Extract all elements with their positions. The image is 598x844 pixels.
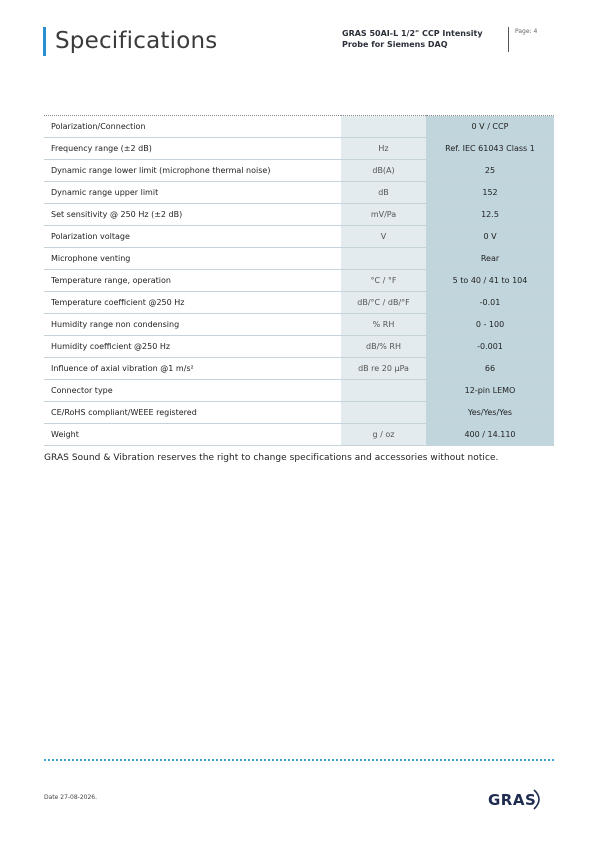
spec-unit	[341, 248, 426, 270]
spec-unit: mV/Pa	[341, 204, 426, 226]
spec-value: 400 / 14.110	[426, 424, 554, 446]
table-row	[44, 270, 554, 292]
spec-name: Weight	[44, 424, 341, 446]
spec-value: -0.01	[426, 292, 554, 314]
spec-unit: dB/°C / dB/°F	[341, 292, 426, 314]
spec-name: Humidity range non condensing	[44, 314, 341, 336]
spec-name: Set sensitivity @ 250 Hz (±2 dB)	[44, 204, 341, 226]
spec-value: 5 to 40 / 41 to 104	[426, 270, 554, 292]
spec-unit: Hz	[341, 138, 426, 160]
spec-value: 12.5	[426, 204, 554, 226]
disclaimer-notice: GRAS Sound & Vibration reserves the right to change specifications and accessories without notice.	[44, 453, 499, 463]
spec-value: -0.001	[426, 336, 554, 358]
specifications-table	[44, 115, 554, 446]
spec-unit: % RH	[341, 314, 426, 336]
header-divider	[508, 27, 509, 52]
spec-value: Rear	[426, 248, 554, 270]
spec-value: 25	[426, 160, 554, 182]
product-name-line2: Probe for Siemens DAQ	[342, 40, 448, 49]
footer-dotted-divider	[44, 759, 554, 761]
table-row	[44, 380, 554, 402]
spec-value: Yes/Yes/Yes	[426, 402, 554, 424]
page-title: Specifications	[55, 28, 218, 54]
spec-unit	[341, 402, 426, 424]
table-row	[44, 160, 554, 182]
spec-name: Influence of axial vibration @1 m/s²	[44, 358, 341, 380]
spec-value: 12-pin LEMO	[426, 380, 554, 402]
spec-unit: dB/% RH	[341, 336, 426, 358]
title-accent-bar	[43, 27, 46, 56]
table-row	[44, 358, 554, 380]
product-name	[342, 28, 502, 50]
gras-logo	[486, 784, 546, 814]
table-row	[44, 336, 554, 358]
spec-name: Temperature range, operation	[44, 270, 341, 292]
spec-unit: g / oz	[341, 424, 426, 446]
spec-unit: dB(A)	[341, 160, 426, 182]
spec-value: 0 - 100	[426, 314, 554, 336]
spec-unit	[341, 116, 426, 138]
spec-name: Frequency range (±2 dB)	[44, 138, 341, 160]
table-row	[44, 424, 554, 446]
spec-name: CE/RoHS compliant/WEEE registered	[44, 402, 341, 424]
spec-value: 0 V	[426, 226, 554, 248]
spec-unit: °C / °F	[341, 270, 426, 292]
spec-unit: V	[341, 226, 426, 248]
spec-unit: dB	[341, 182, 426, 204]
product-name-line1: GRAS 50AI-L 1/2" CCP Intensity	[342, 29, 483, 38]
spec-name: Polarization voltage	[44, 226, 341, 248]
spec-name: Polarization/Connection	[44, 116, 341, 138]
spec-value: 152	[426, 182, 554, 204]
table-row	[44, 314, 554, 336]
spec-name: Connector type	[44, 380, 341, 402]
spec-name: Microphone venting	[44, 248, 341, 270]
spec-name: Dynamic range upper limit	[44, 182, 341, 204]
table-row	[44, 248, 554, 270]
spec-name: Temperature coefficient @250 Hz	[44, 292, 341, 314]
spec-name: Humidity coefficient @250 Hz	[44, 336, 341, 358]
table-row	[44, 138, 554, 160]
spec-unit	[341, 380, 426, 402]
spec-value: 66	[426, 358, 554, 380]
table-row	[44, 402, 554, 424]
spec-value: Ref. IEC 61043 Class 1	[426, 138, 554, 160]
page-number: Page: 4	[515, 28, 538, 35]
document-date: Date 27-08-2026.	[44, 794, 98, 801]
spec-unit: dB re 20 µPa	[341, 358, 426, 380]
table-row	[44, 116, 554, 138]
spec-name: Dynamic range lower limit (microphone thermal noise)	[44, 160, 341, 182]
spec-value: 0 V / CCP	[426, 116, 554, 138]
table-row	[44, 182, 554, 204]
table-row	[44, 226, 554, 248]
gras-logo-text: GRAS	[488, 791, 537, 809]
table-row	[44, 204, 554, 226]
table-row	[44, 292, 554, 314]
